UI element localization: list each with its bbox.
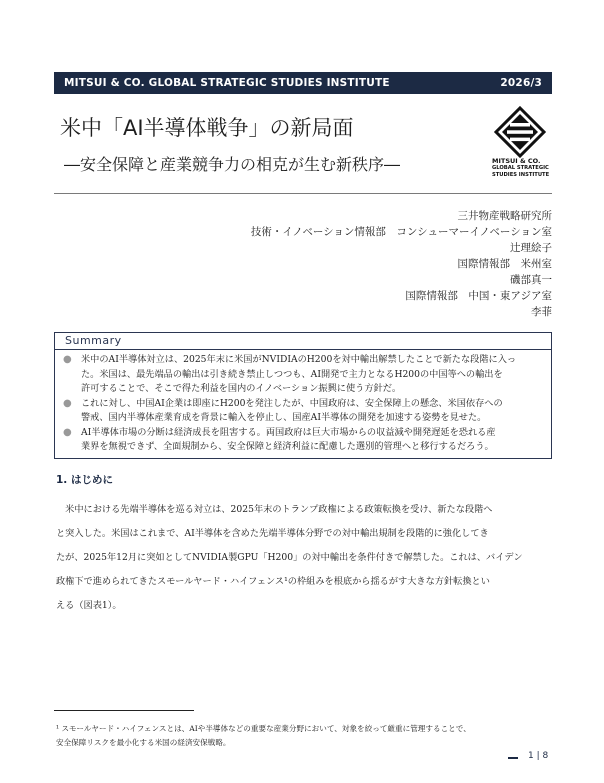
summary-list [55,350,551,455]
author-line: 李菲 [531,306,552,318]
page-separator: | [536,751,540,761]
bullet-icon: ● [63,426,72,438]
author-line: 国際情報部 中国・東アジア室 [405,290,552,302]
body-line: たが、2025年12月に突如としてNVIDIA製GPU「H200」の対中輸出を条件付きで解禁した。これは、バイデン [56,552,523,563]
issue-date: 2026/3 [500,77,542,89]
section-heading: 1. はじめに [56,474,113,486]
author-block [251,208,552,320]
author-line: 技術・イノベーション情報部 コンシューマーイノベーション室 [250,226,552,238]
institute-logo [488,106,552,179]
section-body [56,498,550,618]
summary-line: 米中のAI半導体対立は、2025年末に米国がNVIDIAのH200を対中輸出解禁したことで新たな段階に入っ [81,354,517,365]
summary-item [61,397,545,426]
summary-item [61,426,545,455]
author-line: 辻理絵子 [510,242,552,254]
summary-line: 警戒、国内半導体産業育成を背景に輸入を停止し、国産AI半導体の開発を加速する姿勢を見せた。 [81,412,487,423]
header-bar [54,72,552,94]
bullet-icon: ● [63,397,72,409]
page-marker [508,757,518,759]
summary-heading: Summary [55,333,551,350]
page-current: 1 [528,751,534,761]
body-line: える（図表1）。 [56,600,122,611]
summary-line: AI半導体市場の分断は経済成長を阻害する。両国政府は巨大市場からの収益減や開発遅延を恐れる産 [81,426,496,438]
page-subtitle: ―安全保障と産業競争力の相克が生む新秩序― [64,155,401,174]
mitsui-logo-icon [494,106,546,158]
author-line: 国際情報部 米州室 [457,258,552,270]
summary-line: た。米国は、最先端品の輸出は引き続き禁止しつつも、AI開発で主力となるH200の中国等への輸出を [81,368,503,380]
body-line: 政権下で進められてきたスモールヤード・ハイフェンス¹の枠組みを根底から揺るがす大きな方針転換とい [56,576,490,587]
author-line: 三井物産戦略研究所 [457,210,552,222]
footnote [56,722,556,750]
summary-line: 業界を無視できず、全面規制から、安全保障と経済利益に配慮した選別的管理へと移行するだろう。 [81,441,494,452]
logo-line: STUDIES INSTITUTE [492,172,550,178]
page-number [528,751,548,761]
author-line: 磯部真一 [510,274,552,286]
bullet-icon: ● [63,354,72,365]
logo-line: GLOBAL STRATEGIC [492,165,549,171]
title-divider [54,193,552,194]
summary-item [61,353,545,397]
body-line: 米中における先端半導体を巡る対立は、2025年末のトランプ政権による政策転換を受け、新たな段階へ [56,504,493,515]
summary-box [54,332,552,459]
footnote-line: 安全保障リスクを最小化する米国の経済安保戦略。 [56,738,231,747]
page-total: 8 [542,751,549,761]
footnote-divider [54,710,194,711]
page-title: 米中「AI半導体戦争」の新局面 [60,116,354,140]
logo-line: MITSUI & CO. [492,157,541,165]
institute-name: MITSUI & CO. GLOBAL STRATEGIC STUDIES INSTITUTE [64,77,390,89]
body-line: と突入した。米国はこれまで、AI半導体を含めた先端半導体分野での対中輸出規制を段階的に強化してき [56,528,489,539]
summary-line: 許可することで、そこで得た利益を国内のイノベーション振興に使う方針だ。 [81,383,402,394]
footnote-line: ¹ スモールヤード・ハイフェンスとは、AIや半導体などの重要な産業分野において、対象を絞って厳重に管理することで、 [56,724,471,733]
summary-line: これに対し、中国AI企業は即座にH200を発注したが、中国政府は、安全保障上の懸念、米国依存への [81,397,503,409]
